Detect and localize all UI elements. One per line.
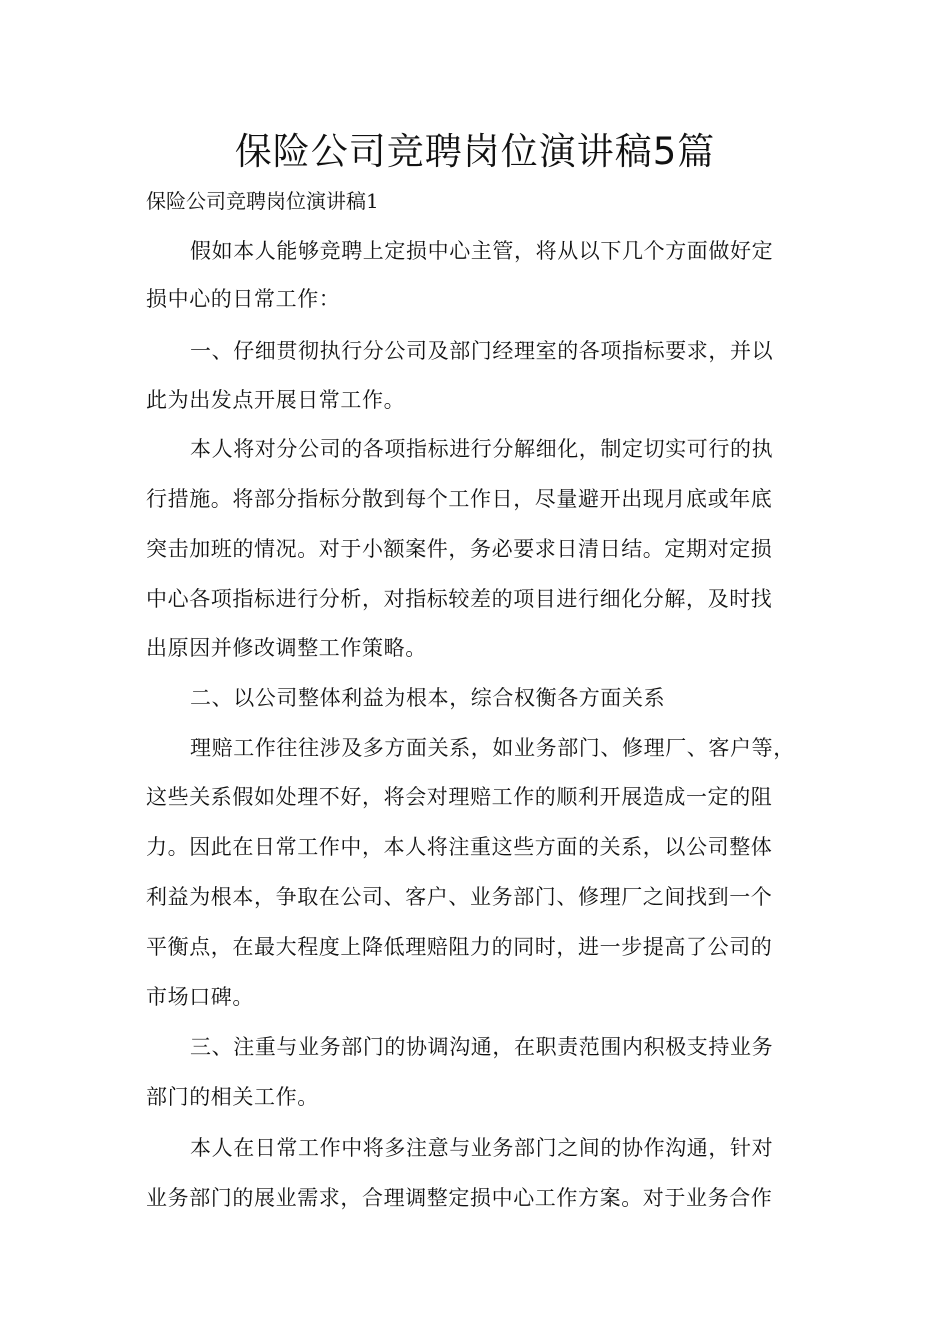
paragraph-line: 出原因并修改调整工作策略。 [146, 636, 427, 660]
document-subtitle: 保险公司竞聘岗位演讲稿1 [146, 189, 379, 213]
paragraph-line: 行措施。将部分指标分散到每个工作日，尽量避开出现月底或年底 [146, 487, 773, 511]
paragraph-line: 力。因此在日常工作中，本人将注重这些方面的关系，以公司整体 [146, 835, 773, 859]
paragraph-line: 突击加班的情况。对于小额案件，务必要求日清日结。定期对定损 [146, 537, 773, 561]
paragraph-line: 一、仔细贯彻执行分公司及部门经理室的各项指标要求，并以 [190, 339, 774, 363]
paragraph-line: 本人将对分公司的各项指标进行分解细化，制定切实可行的执 [190, 437, 774, 461]
paragraph-line: 利益为根本，争取在公司、客户、业务部门、修理厂之间找到一个 [146, 885, 773, 909]
paragraph-line: 本人在日常工作中将多注意与业务部门之间的协作沟通，针对 [190, 1136, 774, 1160]
paragraph-line: 平衡点，在最大程度上降低理赔阻力的同时，进一步提高了公司的 [146, 935, 773, 959]
paragraph-line: 三、注重与业务部门的协调沟通，在职责范围内积极支持业务 [190, 1035, 774, 1059]
paragraph-line: 市场口碑。 [146, 985, 254, 1009]
paragraph-line: 假如本人能够竞聘上定损中心主管，将从以下几个方面做好定 [190, 239, 774, 263]
paragraph-line: 中心各项指标进行分析，对指标较差的项目进行细化分解，及时找 [146, 587, 773, 611]
section-heading-line: 二、以公司整体利益为根本，综合权衡各方面关系 [190, 686, 666, 710]
document-title: 保险公司竞聘岗位演讲稿5篇 [234, 130, 716, 173]
paragraph-line: 业务部门的展业需求，合理调整定损中心工作方案。对于业务合作 [146, 1186, 773, 1210]
paragraph-line: 损中心的日常工作： [146, 287, 341, 311]
paragraph-line: 此为出发点开展日常工作。 [146, 388, 406, 412]
paragraph-line: 部门的相关工作。 [146, 1085, 319, 1109]
paragraph-line: 这些关系假如处理不好，将会对理赔工作的顺利开展造成一定的阻 [146, 785, 773, 809]
paragraph-line: 理赔工作往往涉及多方面关系，如业务部门、修理厂、客户等， [190, 736, 795, 760]
